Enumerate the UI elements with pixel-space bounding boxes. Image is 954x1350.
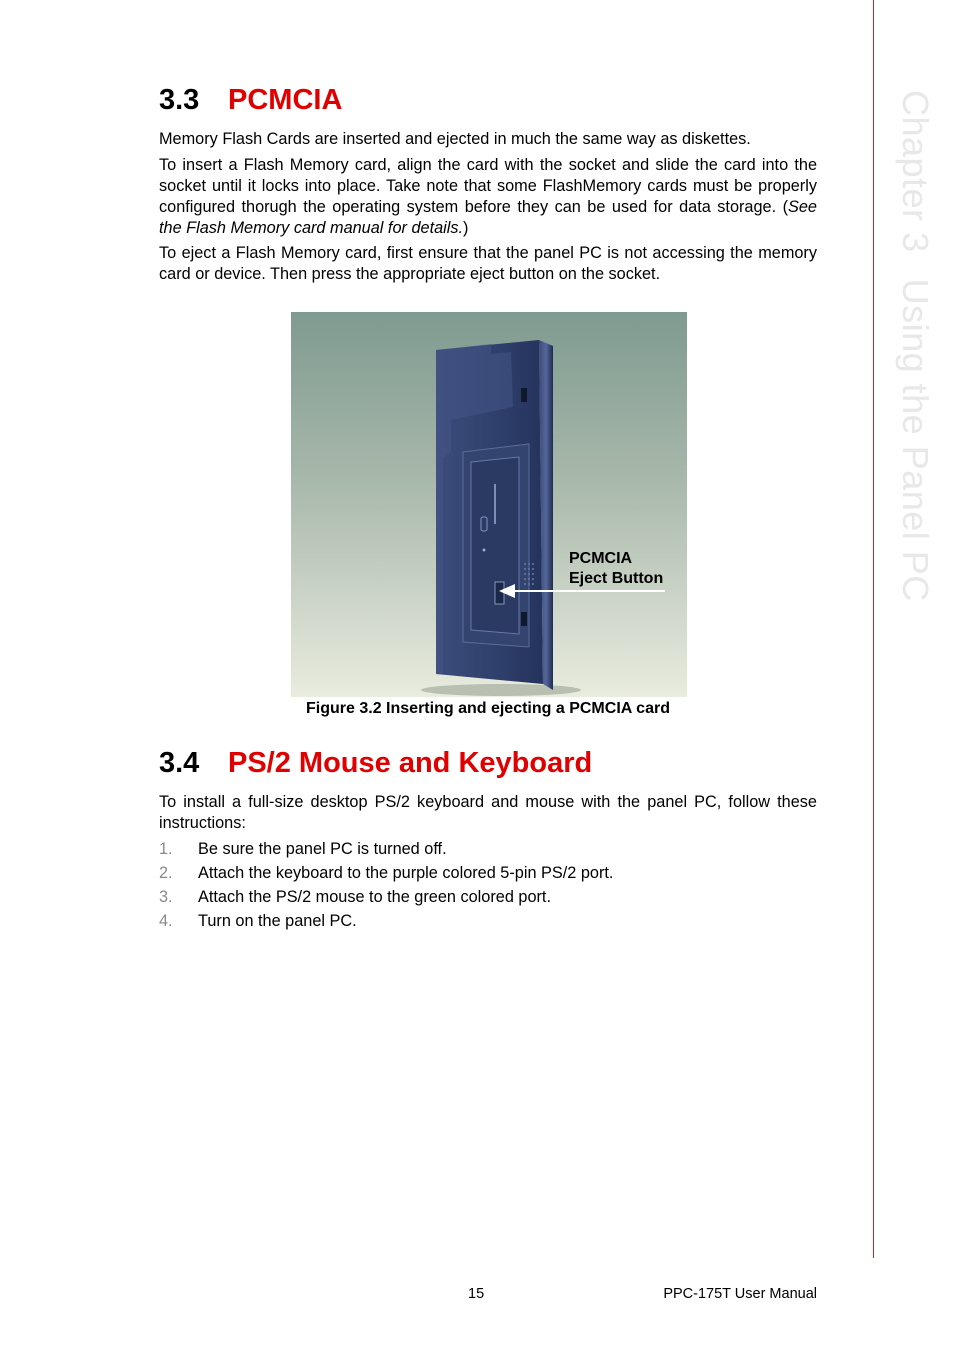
paragraph <box>159 155 817 239</box>
section-number: 3.3 <box>159 84 200 116</box>
paragraph: To eject a Flash Memory card, first ensure that the panel PC is not accessing the memory card or device. Then press the appropriate eject button on the socket. <box>159 244 817 283</box>
list-text: Be sure the panel PC is turned off. <box>198 840 447 858</box>
paragraph: Memory Flash Cards are inserted and ejected in much the same way as diskettes. <box>159 130 751 148</box>
section-heading-3-4 <box>159 749 592 778</box>
section-number: 3.4 <box>159 747 200 779</box>
section-title: PCMCIA <box>228 84 343 116</box>
list-number: 3. <box>159 888 173 906</box>
page-number: 15 <box>468 1286 485 1302</box>
figure-panel-pc-image <box>291 312 687 697</box>
list-number: 2. <box>159 864 173 882</box>
callout-line: Eject Button <box>569 570 664 587</box>
paragraph: To install a full-size desktop PS/2 keyboard and mouse with the panel PC, follow these instructions: <box>159 793 817 832</box>
list-text: Attach the keyboard to the purple colored 5-pin PS/2 port. <box>198 864 614 882</box>
paragraph-italic: See the Flash Memory card manual for details. <box>159 198 817 237</box>
paragraph-text: ) <box>463 219 469 237</box>
paragraph-text: To insert a Flash Memory card, align the card with the socket and slide the card into the socket until it locks into place. Take note that some FlashMemory cards must be properly configured thorugh the operating system before they can be used for data storage. ( <box>159 156 817 216</box>
list-text: Turn on the panel PC. <box>198 912 357 930</box>
manual-title: PPC-175T User Manual <box>663 1286 817 1302</box>
section-title: PS/2 Mouse and Keyboard <box>228 747 593 779</box>
side-margin-rule <box>873 0 874 1258</box>
list-number: 4. <box>159 912 173 930</box>
side-tab-title: Using the Panel PC <box>895 278 936 602</box>
list-text: Attach the PS/2 mouse to the green colored port. <box>198 888 551 906</box>
section-heading-3-3 <box>159 86 342 115</box>
figure-caption: Figure 3.2 Inserting and ejecting a PCMCIA card <box>306 700 670 717</box>
pcmcia-eject-button-callout <box>569 549 663 589</box>
callout-line: PCMCIA <box>569 550 633 567</box>
chapter-side-tab <box>895 90 954 610</box>
panel-pc-illustration <box>291 312 687 697</box>
list-number: 1. <box>159 840 173 858</box>
side-tab-chapter: Chapter 3 <box>895 90 936 253</box>
